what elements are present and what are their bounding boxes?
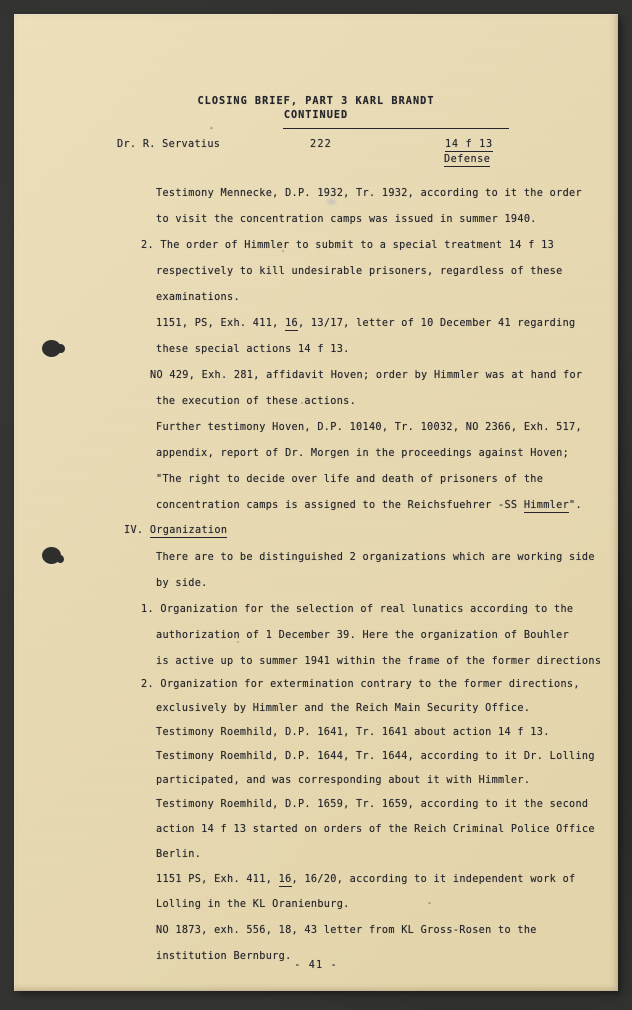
body-line: Testimony Roemhild, D.P. 1659, Tr. 1659, according to it the second — [156, 799, 589, 810]
body-line-quote — [156, 501, 582, 511]
body-line: appendix, report of Dr. Morgen in the proceedings against Hoven; — [156, 448, 570, 459]
body-line: 1. Organization for the selection of real lunatics according to the — [141, 604, 574, 615]
body-line: Testimony Roemhild, D.P. 1644, Tr. 1644, according to it Dr. Lolling — [156, 751, 595, 762]
citation-prefix: 1151 PS, Exh. 411, — [156, 874, 279, 885]
body-line-quote: "The right to decide over life and death of prisoners of the — [156, 474, 544, 485]
document-subtitle: CONTINUED — [283, 110, 349, 121]
body-line: Berlin. — [156, 849, 202, 860]
attorney-name: Dr. R. Servatius — [117, 139, 221, 150]
body-line: these special actions 14 f 13. — [156, 344, 350, 355]
citation-suffix: , 16/20, according to it independent work of — [291, 874, 576, 885]
section-numeral: IV. — [124, 525, 150, 536]
body-line: by side. — [156, 578, 208, 589]
document-page — [14, 14, 618, 991]
citation-suffix: , 13/17, letter of 10 December 41 regarding — [298, 318, 576, 329]
case-number — [445, 140, 493, 150]
body-line-citation — [156, 319, 576, 329]
body-line: Lolling in the KL Oranienburg. — [156, 899, 350, 910]
document-title: CLOSING BRIEF, PART 3 KARL BRANDT — [197, 96, 435, 107]
section-title: Organization — [149, 525, 228, 536]
body-line: respectively to kill undesirable prisoners, regardless of these — [156, 266, 563, 277]
header-rule — [283, 128, 509, 129]
body-line: authorization of 1 December 39. Here the organization of Bouhler — [156, 630, 570, 641]
body-line: Further testimony Hoven, D.P. 10140, Tr. 10032, NO 2366, Exh. 517, — [156, 422, 582, 433]
citation-prefix: 1151, PS, Exh. 411, — [156, 318, 286, 329]
case-number-text: 14 f 13 — [445, 139, 493, 150]
punch-hole-top — [42, 340, 61, 357]
body-line-citation — [156, 875, 576, 885]
quote-emphasis: Himmler — [523, 500, 570, 511]
body-line: exclusively by Himmler and the Reich Main Security Office. — [156, 703, 531, 714]
page-number-top: 222 — [310, 139, 333, 150]
body-line: participated, and was corresponding about it with Himmler. — [156, 775, 531, 786]
body-line: examinations. — [156, 292, 240, 303]
body-line: institution Bernburg. — [156, 951, 292, 962]
quote-prefix: concentration camps is assigned to the Reichsfuehrer -SS — [156, 500, 524, 511]
page-number-bottom: - 41 - — [294, 960, 338, 971]
section-heading — [124, 526, 227, 536]
body-line: action 14 f 13 started on orders of the Reich Criminal Police Office — [156, 824, 595, 835]
body-line: NO 1873, exh. 556, 18, 43 letter from KL Gross-Rosen to the — [156, 925, 537, 936]
body-line: 2. The order of Himmler to submit to a special treatment 14 f 13 — [141, 240, 555, 251]
body-line: Testimony Mennecke, D.P. 1932, Tr. 1932, according to it the order — [156, 188, 582, 199]
body-line: is active up to summer 1941 within the frame of the former directions — [156, 656, 602, 667]
citation-volume: 16 — [278, 874, 292, 885]
body-line: to visit the concentration camps was issued in summer 1940. — [156, 214, 537, 225]
typed-text-layer — [14, 14, 618, 991]
body-line: the execution of these actions. — [156, 396, 357, 407]
body-line: 2. Organization for extermination contrary to the former directions, — [141, 679, 580, 690]
body-line: There are to be distinguished 2 organizations which are working side — [156, 552, 595, 563]
body-line: Testimony Roemhild, D.P. 1641, Tr. 1641 about action 14 f 13. — [156, 727, 550, 738]
party-label: Defense — [444, 155, 490, 167]
punch-hole-bottom — [42, 547, 61, 564]
body-line: NO 429, Exh. 281, affidavit Hoven; order by Himmler was at hand for — [150, 370, 583, 381]
citation-volume: 16 — [285, 318, 298, 329]
quote-suffix: ". — [569, 500, 582, 511]
